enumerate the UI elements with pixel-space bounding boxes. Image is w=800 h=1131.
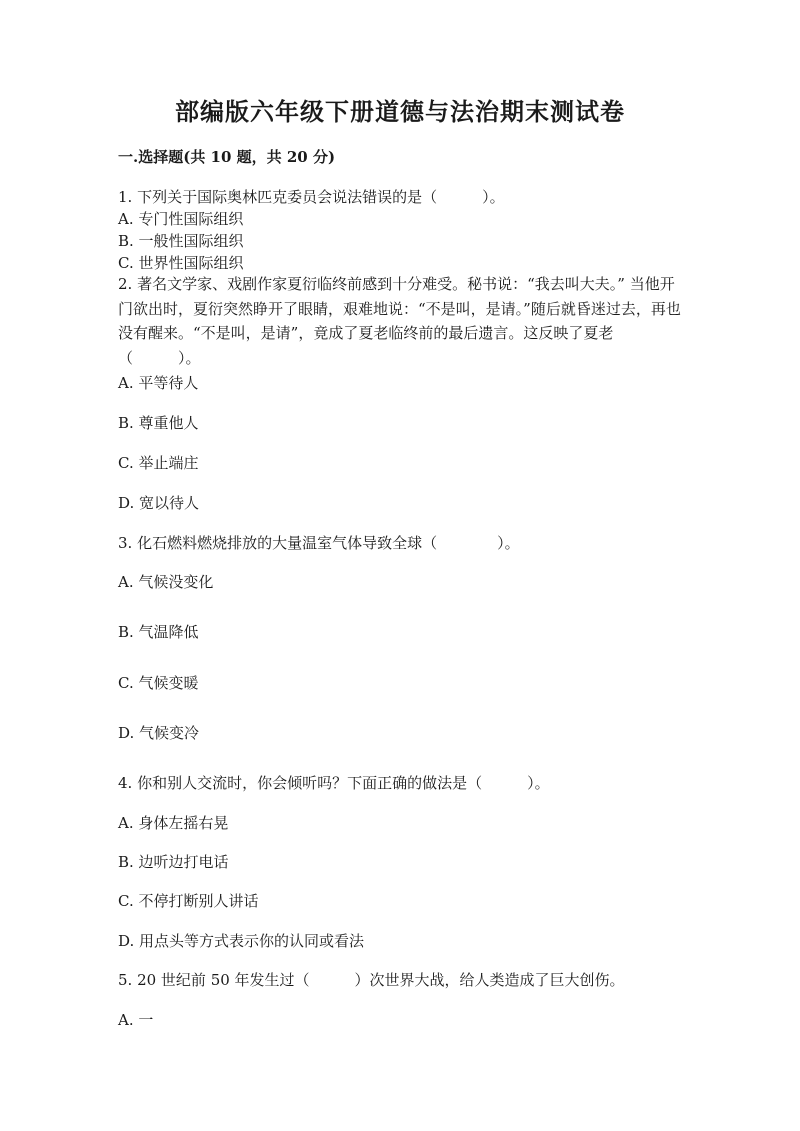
- question-1-stem: 1. 下列关于国际奥林匹克委员会说法错误的是（ ）。: [118, 188, 505, 206]
- question-2-option-b: B. 尊重他人: [118, 414, 199, 432]
- question-1-option-b: B. 一般性国际组织: [118, 232, 244, 250]
- question-4-option-b: B. 边听边打电话: [118, 853, 229, 871]
- question-4-stem: 4. 你和别人交流时，你会倾听吗？下面正确的做法是（ ）。: [118, 774, 550, 792]
- page-title: 部编版六年级下册道德与法治期末测试卷: [175, 97, 625, 126]
- question-4-option-d: D. 用点头等方式表示你的认同或看法: [118, 932, 365, 950]
- question-2-option-c: C. 举止端庄: [118, 454, 199, 472]
- question-5-option-a: A. 一: [118, 1011, 154, 1029]
- question-2-option-a: A. 平等待人: [118, 374, 199, 392]
- question-4-option-a: A. 身体左摇右晃: [118, 814, 229, 832]
- question-2-stem: 2. 著名文学家、戏剧作家夏衍临终前感到十分难受。秘书说：“我去叫大夫。” 当他开门欲出时，夏衍突然睁开了眼睛，艰难地说：“不是叫，是请。”随后就昏迷过去，再也没有醒来。“不是叫，是请”，竟成了夏老临终前的最后遗言。这反映了夏老（ ）。: [118, 275, 681, 367]
- question-3-option-d: D. 气候变冷: [118, 724, 200, 742]
- question-3-option-b: B. 气温降低: [118, 623, 199, 641]
- question-3-option-c: C. 气候变暖: [118, 674, 199, 692]
- question-5-stem: 5. 20 世纪前 50 年发生过（ ）次世界大战，给人类造成了巨大创伤。: [118, 971, 625, 989]
- question-2-option-d: D. 宽以待人: [118, 494, 200, 512]
- question-3-option-a: A. 气候没变化: [118, 573, 214, 591]
- question-1-option-a: A. 专门性国际组织: [118, 210, 244, 228]
- question-1-option-c: C. 世界性国际组织: [118, 254, 244, 272]
- question-3-stem: 3. 化石燃料燃烧排放的大量温室气体导致全球（ ）。: [118, 534, 520, 552]
- question-4-option-c: C. 不停打断别人讲话: [118, 892, 259, 910]
- section-heading: 一.选择题(共 10 题，共 20 分): [118, 148, 336, 166]
